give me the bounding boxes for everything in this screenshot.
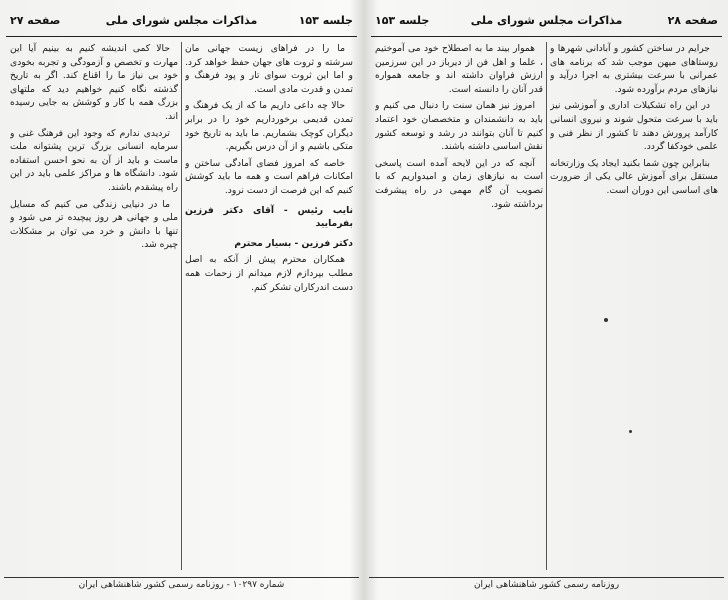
session-number: جلسه ۱۵۳ xyxy=(375,14,430,27)
paragraph: هموار بیند ما به اصطلاح خود می آموختیم ، علما و اهل فن از دیرباز در این سرزمین ارزش فراوان داشته اند و جامعه همواره قدر آنان را دانسته است. xyxy=(375,43,543,95)
paragraph: خاصه که امروز فضای آمادگی ساختن و امکانات فراهم است و همه ما باید کوشش کنیم که این فرصت از دست نرود. xyxy=(185,157,353,196)
footer-rule xyxy=(4,577,359,578)
paragraph: آنچه که در این لایحه آمده است پاسخی است به نیازهای زمان و امیدواریم که با تصویب آن گام مهمی در راه پیشرفت برداشته شود. xyxy=(375,157,543,210)
page-header xyxy=(371,10,722,37)
speaker-heading: نایب رئیس - آقای دکتر فرزین بفرمایید xyxy=(185,204,353,230)
column-divider xyxy=(546,42,547,570)
paragraph: ما را در فراهای زیست جهانی مان سرشته و ثروت های جهان حفظ خواهد کرد. و اما این ثروت سوای تار و پود فرهنگ و تمدن و قدرت مادی است. xyxy=(185,43,353,95)
column-area xyxy=(375,42,718,570)
paragraph: حالا کمی اندیشه کنیم به بینیم آیا این مهارت و تخصص و آزمودگی و تجربه بخودی خود بی نیاز ما را اقناع کند. اگر به تاریخ گذشته نگاه کنیم خواهیم دید که ملتهای بزرگ همه با کار و کوشش به جایی رسیده اند. xyxy=(10,43,178,122)
paragraph: تردیدی ندارم که وجود این فرهنگ غنی و سرمایه انسانی بزرگ ترین پشتوانه ملت ماست و باید از آن به نحو احسن استفاده شود. دانشگاه ها و مراکز علمی باید در این راه پیشقدم باشند. xyxy=(10,127,178,193)
speaker-name: دکتر فرزین - بسیار محترم xyxy=(234,237,353,249)
paragraph: جرایم در ساختن کشور و آبادانی شهرها و روستاهای میهن موجب شد که برنامه های عمرانی با سرعت بیشتری به اجرا درآید و نیازهای مردم برآورده شود. xyxy=(550,43,718,95)
page-number: صفحه ۲۸ xyxy=(667,14,718,27)
paragraph: در این راه تشکیلات اداری و آموزشی نیز باید با سرعت متحول شوند و نیروی انسانی کارآمد پرورش دهند تا کشور از نظر فنی و علمی خودکفا گردد. xyxy=(550,100,718,153)
page-header xyxy=(6,10,357,37)
paragraph: ما در دنیایی زندگی می کنیم که مسایل ملی و جهانی هر روز پیچیده تر می شود و تنها با دانش و خرد می توان بر مشکلات چیره شد. xyxy=(10,198,178,251)
publication-title: مذاکرات مجلس شورای ملی xyxy=(105,14,258,27)
column-divider xyxy=(181,42,182,570)
paragraph: حالا چه داعی داریم ما که از یک فرهنگ و تمدن قدیمی برخورداریم خود را در برابر دیگران کوچک بشماریم. ما باید به تاریخ خود متکی باشیم و از آن درس بگیریم. xyxy=(185,100,353,153)
right-page xyxy=(365,0,728,600)
publication-title: مذاکرات مجلس شورای ملی xyxy=(470,14,623,27)
ink-spot xyxy=(629,430,632,433)
text-column-right xyxy=(185,42,353,570)
column-area xyxy=(10,42,353,570)
paragraph: همکاران محترم پیش از آنکه به اصل مطلب بپردازم لازم میدانم از زحمات همه دست اندرکاران تشکر کنم. xyxy=(185,254,353,293)
text-column-left xyxy=(10,42,178,570)
session-number: جلسه ۱۵۳ xyxy=(298,14,353,27)
ink-spot xyxy=(604,318,608,322)
page-footer: شماره ۱۰۲۹۷ - روزنامه رسمی کشور شاهنشاهی ایران xyxy=(78,580,285,590)
page-footer: روزنامه رسمی کشور شاهنشاهی ایران xyxy=(473,580,620,590)
footer-rule xyxy=(369,577,724,578)
paragraph: بنابراین چون شما بکنید ایجاد یک وزارتخانه مستقل برای آموزش عالی یکی از ضرورت های اساسی این دوران است. xyxy=(550,157,718,196)
left-page xyxy=(0,0,363,600)
page-number: صفحه ۲۷ xyxy=(10,14,61,27)
text-column-right xyxy=(550,42,718,570)
text-column-left xyxy=(375,42,543,570)
paragraph: امروز نیز همان سنت را دنبال می کنیم و باید به دانشمندان و متخصصان خود اعتماد کنیم تا آنان بتوانند در رشد و توسعه کشور نقش اساسی داشته باشند. xyxy=(375,100,543,153)
